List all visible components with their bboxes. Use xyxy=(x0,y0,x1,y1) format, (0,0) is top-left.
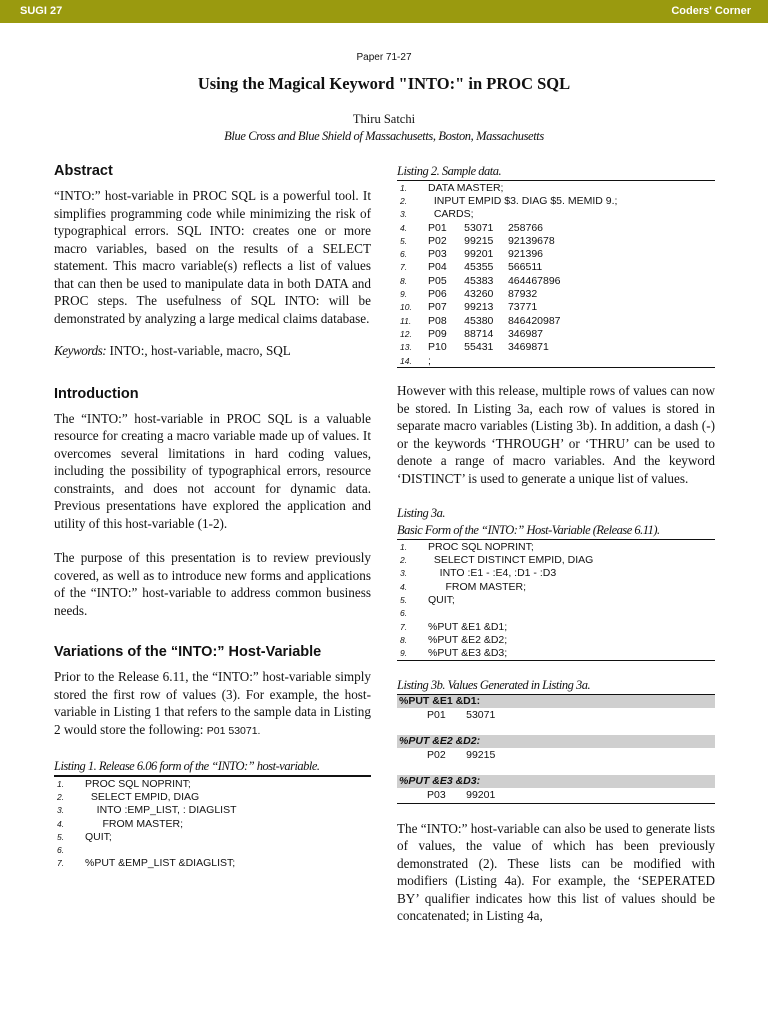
listing-1-code xyxy=(54,777,371,870)
code-text: P06 43260 87932 xyxy=(428,288,538,301)
code-line xyxy=(397,221,715,234)
code-text: QUIT; xyxy=(85,830,112,843)
keywords-line xyxy=(54,342,371,360)
listing-2-caption: Listing 2. Sample data. xyxy=(397,164,502,178)
header-bar xyxy=(0,0,768,23)
line-number: 4. xyxy=(400,581,408,592)
line-number: 2. xyxy=(400,555,408,566)
code-line xyxy=(54,830,371,843)
line-number: 2. xyxy=(400,195,408,206)
line-number: 6. xyxy=(400,249,408,260)
line-number: 7. xyxy=(57,858,65,869)
author-name: Thiru Satchi xyxy=(352,112,416,126)
put-e3-d3-value: P03 99201 xyxy=(427,788,496,801)
line-number: 3. xyxy=(400,568,408,579)
code-line xyxy=(397,593,715,606)
line-number: 7. xyxy=(400,621,408,632)
code-line xyxy=(397,314,715,327)
line-number: 12. xyxy=(400,328,412,339)
code-line xyxy=(397,580,715,593)
code-text: DATA MASTER; xyxy=(428,181,504,194)
code-text: ; xyxy=(428,354,431,367)
code-text: %PUT &EMP_LIST &DIAGLIST; xyxy=(85,857,236,870)
section-label: Coders' Corner xyxy=(671,5,751,17)
code-text: INTO :EMP_LIST, : DIAGLIST xyxy=(85,804,237,817)
code-text: P09 88714 346987 xyxy=(428,327,544,340)
conference-label: SUGI 27 xyxy=(20,5,63,17)
keywords-text: INTO:, host-variable, macro, SQL xyxy=(109,343,291,358)
line-number: 5. xyxy=(57,831,65,842)
code-line xyxy=(54,817,371,830)
line-number: 1. xyxy=(57,778,65,789)
code-text: PROC SQL NOPRINT; xyxy=(428,540,534,553)
code-line xyxy=(54,804,371,817)
introduction-paragraph-2: The purpose of this presentation is to review previously covered, as well as to introduce new forms and applications of the “INTO:” host-variable to address common business needs. xyxy=(54,550,371,618)
paper-title: Using the Magical Keyword "INTO:" in PROC SQL xyxy=(197,74,571,93)
put-e2-d2-value: P02 99215 xyxy=(427,748,496,761)
put-e3-d3-label: %PUT &E3 &D3: xyxy=(397,775,715,788)
line-number: 4. xyxy=(57,818,65,829)
line-number: 5. xyxy=(400,594,408,605)
keywords-label: Keywords: xyxy=(54,343,107,358)
right-column xyxy=(397,163,715,925)
paper-number: Paper 71-27 xyxy=(356,52,412,63)
listing-3a-bottom-rule xyxy=(397,660,715,661)
code-text: %PUT &E1 &D1; xyxy=(428,620,508,633)
release-paragraph: However with this release, multiple rows of values can now be stored. In Listing 3a, each row of values is stored in separate macro variables (Listing 3b). In addition, a dash (-) or the keywords ‘THROUGH’ or ‘THRU’ can be used to denote a range of macro variables. And the keyword ‘DISTINCT’ is used to generate a unique list of values. xyxy=(397,383,715,486)
code-line xyxy=(397,274,715,287)
variations-heading: Variations of the “INTO:” Host-Variable xyxy=(54,644,322,660)
code-line xyxy=(397,567,715,580)
line-number: 3. xyxy=(57,805,65,816)
code-text: P01 53071 258766 xyxy=(428,221,544,234)
line-number: 13. xyxy=(400,342,412,353)
introduction-heading: Introduction xyxy=(54,385,139,402)
code-line xyxy=(397,181,715,194)
listing-2-code xyxy=(397,181,715,367)
code-text: P10 55431 3469871 xyxy=(428,341,549,354)
inline-code-sample: P01 53071. xyxy=(206,724,261,737)
put-e1-d1-value: P01 53071 xyxy=(427,708,496,721)
code-text xyxy=(85,843,371,856)
lists-paragraph: The “INTO:” host-variable can also be used to generate lists of values, the value of which has been previously demonstrated (2). These lists can be modified with modifiers (Listing 4a). For example, the ‘SEPERATED BY’ qualifier indicates how this list of values should be concatenated; in Listing 4a, xyxy=(397,820,715,924)
author-affiliation: Blue Cross and Blue Shield of Massachusetts, Boston, Massachusetts xyxy=(224,129,544,143)
code-text: P03 99201 921396 xyxy=(428,248,544,261)
code-text: %PUT &E2 &D2; xyxy=(428,633,508,646)
listing-3a-code xyxy=(397,540,715,660)
introduction-paragraph-1: The “INTO:” host-variable in PROC SQL is a valuable resource for creating a macro variable made up of values. It overcomes several limitations in hard coding values, including the possibility of typographical errors, resource constraints, and does not account for dynamic data. Previous presentations have explored the application and utility of this host-variable (1-2). xyxy=(54,410,371,531)
listing-3b-values xyxy=(397,695,715,803)
code-line xyxy=(397,647,715,660)
listing-3a-caption-title: Basic Form of the “INTO:” Host-Variable (Release 6.11). xyxy=(397,523,660,538)
code-line xyxy=(397,301,715,314)
code-text: P02 99215 92139678 xyxy=(428,234,555,247)
line-number: 6. xyxy=(57,845,65,856)
code-text: SELECT EMPID, DIAG xyxy=(85,790,200,803)
put-e1-d1-label: %PUT &E1 &D1: xyxy=(397,695,715,708)
line-number: 1. xyxy=(400,182,408,193)
listing-2-bottom-rule xyxy=(397,367,715,368)
variations-paragraph xyxy=(54,668,371,740)
line-number: 8. xyxy=(400,275,408,286)
code-text: P08 45380 846420987 xyxy=(428,314,561,327)
code-text: CARDS; xyxy=(428,208,474,221)
line-number: 5. xyxy=(400,235,408,246)
line-number: 10. xyxy=(400,302,412,313)
listing-1-caption: Listing 1. Release 6.06 form of the “INTO:” host-variable. xyxy=(54,759,320,773)
code-line xyxy=(397,607,715,620)
code-text: QUIT; xyxy=(428,593,455,606)
line-number: 8. xyxy=(400,634,408,645)
abstract-text: “INTO:” host-variable in PROC SQL is a powerful tool. It simplifies programming code while minimizing the risk of typographical errors. SQL INTO: creates one or more macro variables, based on the results of a SELECT statement. This macro variable(s) reflects a list of values that can then be used to manipulate data in both DATA and PROC steps. The usefulness of SQL INTO: will be demonstrated by analyzing a large medical claims database. xyxy=(54,188,371,326)
line-number: 11. xyxy=(400,315,412,326)
code-line xyxy=(397,234,715,247)
code-text: INPUT EMPID $3. DIAG $5. MEMID 9.; xyxy=(428,194,618,207)
code-line xyxy=(397,194,715,207)
code-text: PROC SQL NOPRINT; xyxy=(85,777,191,790)
listing-3b-bottom-rule xyxy=(397,803,715,804)
code-line xyxy=(54,790,371,803)
code-line xyxy=(397,327,715,340)
code-line xyxy=(397,633,715,646)
line-number: 7. xyxy=(400,262,408,273)
code-line xyxy=(54,777,371,790)
code-text: FROM MASTER; xyxy=(85,817,184,830)
listing-3a-caption-label: Listing 3a. xyxy=(397,506,445,521)
code-text: FROM MASTER; xyxy=(428,580,527,593)
code-line xyxy=(397,208,715,221)
code-text: P04 45355 566511 xyxy=(428,261,543,274)
code-line xyxy=(397,553,715,566)
code-line xyxy=(397,540,715,553)
put-e2-d2-label: %PUT &E2 &D2: xyxy=(397,735,715,748)
code-line xyxy=(397,354,715,367)
line-number: 6. xyxy=(400,608,408,619)
code-line xyxy=(397,261,715,274)
code-text: P07 99213 73771 xyxy=(428,301,538,314)
listing-3b-caption: Listing 3b. Values Generated in Listing 3a. xyxy=(397,677,591,692)
code-line xyxy=(397,247,715,260)
code-text: P05 45383 464467896 xyxy=(428,274,561,287)
code-line xyxy=(397,341,715,354)
line-number: 9. xyxy=(400,289,408,300)
code-line xyxy=(397,287,715,300)
code-text xyxy=(428,607,715,620)
line-number: 4. xyxy=(400,222,408,233)
abstract-heading: Abstract xyxy=(54,163,113,179)
left-column xyxy=(54,163,371,870)
line-number: 14. xyxy=(400,355,412,366)
code-line xyxy=(54,843,371,856)
code-text: INTO :E1 - :E4, :D1 - :D3 xyxy=(428,567,557,580)
variations-text: Prior to the Release 6.11, the “INTO:” host-variable simply stored the first row of values (3). For example, the host-variable in Listing 1 that refers to the sample data in Listing 2 would store the following: xyxy=(54,669,371,737)
code-text: SELECT DISTINCT EMPID, DIAG xyxy=(428,554,594,567)
line-number: 3. xyxy=(400,209,408,220)
code-line xyxy=(397,620,715,633)
code-text: %PUT &E3 &D3; xyxy=(428,647,508,660)
line-number: 1. xyxy=(400,541,408,552)
line-number: 9. xyxy=(400,648,408,659)
code-line xyxy=(54,857,371,870)
line-number: 2. xyxy=(57,791,65,802)
